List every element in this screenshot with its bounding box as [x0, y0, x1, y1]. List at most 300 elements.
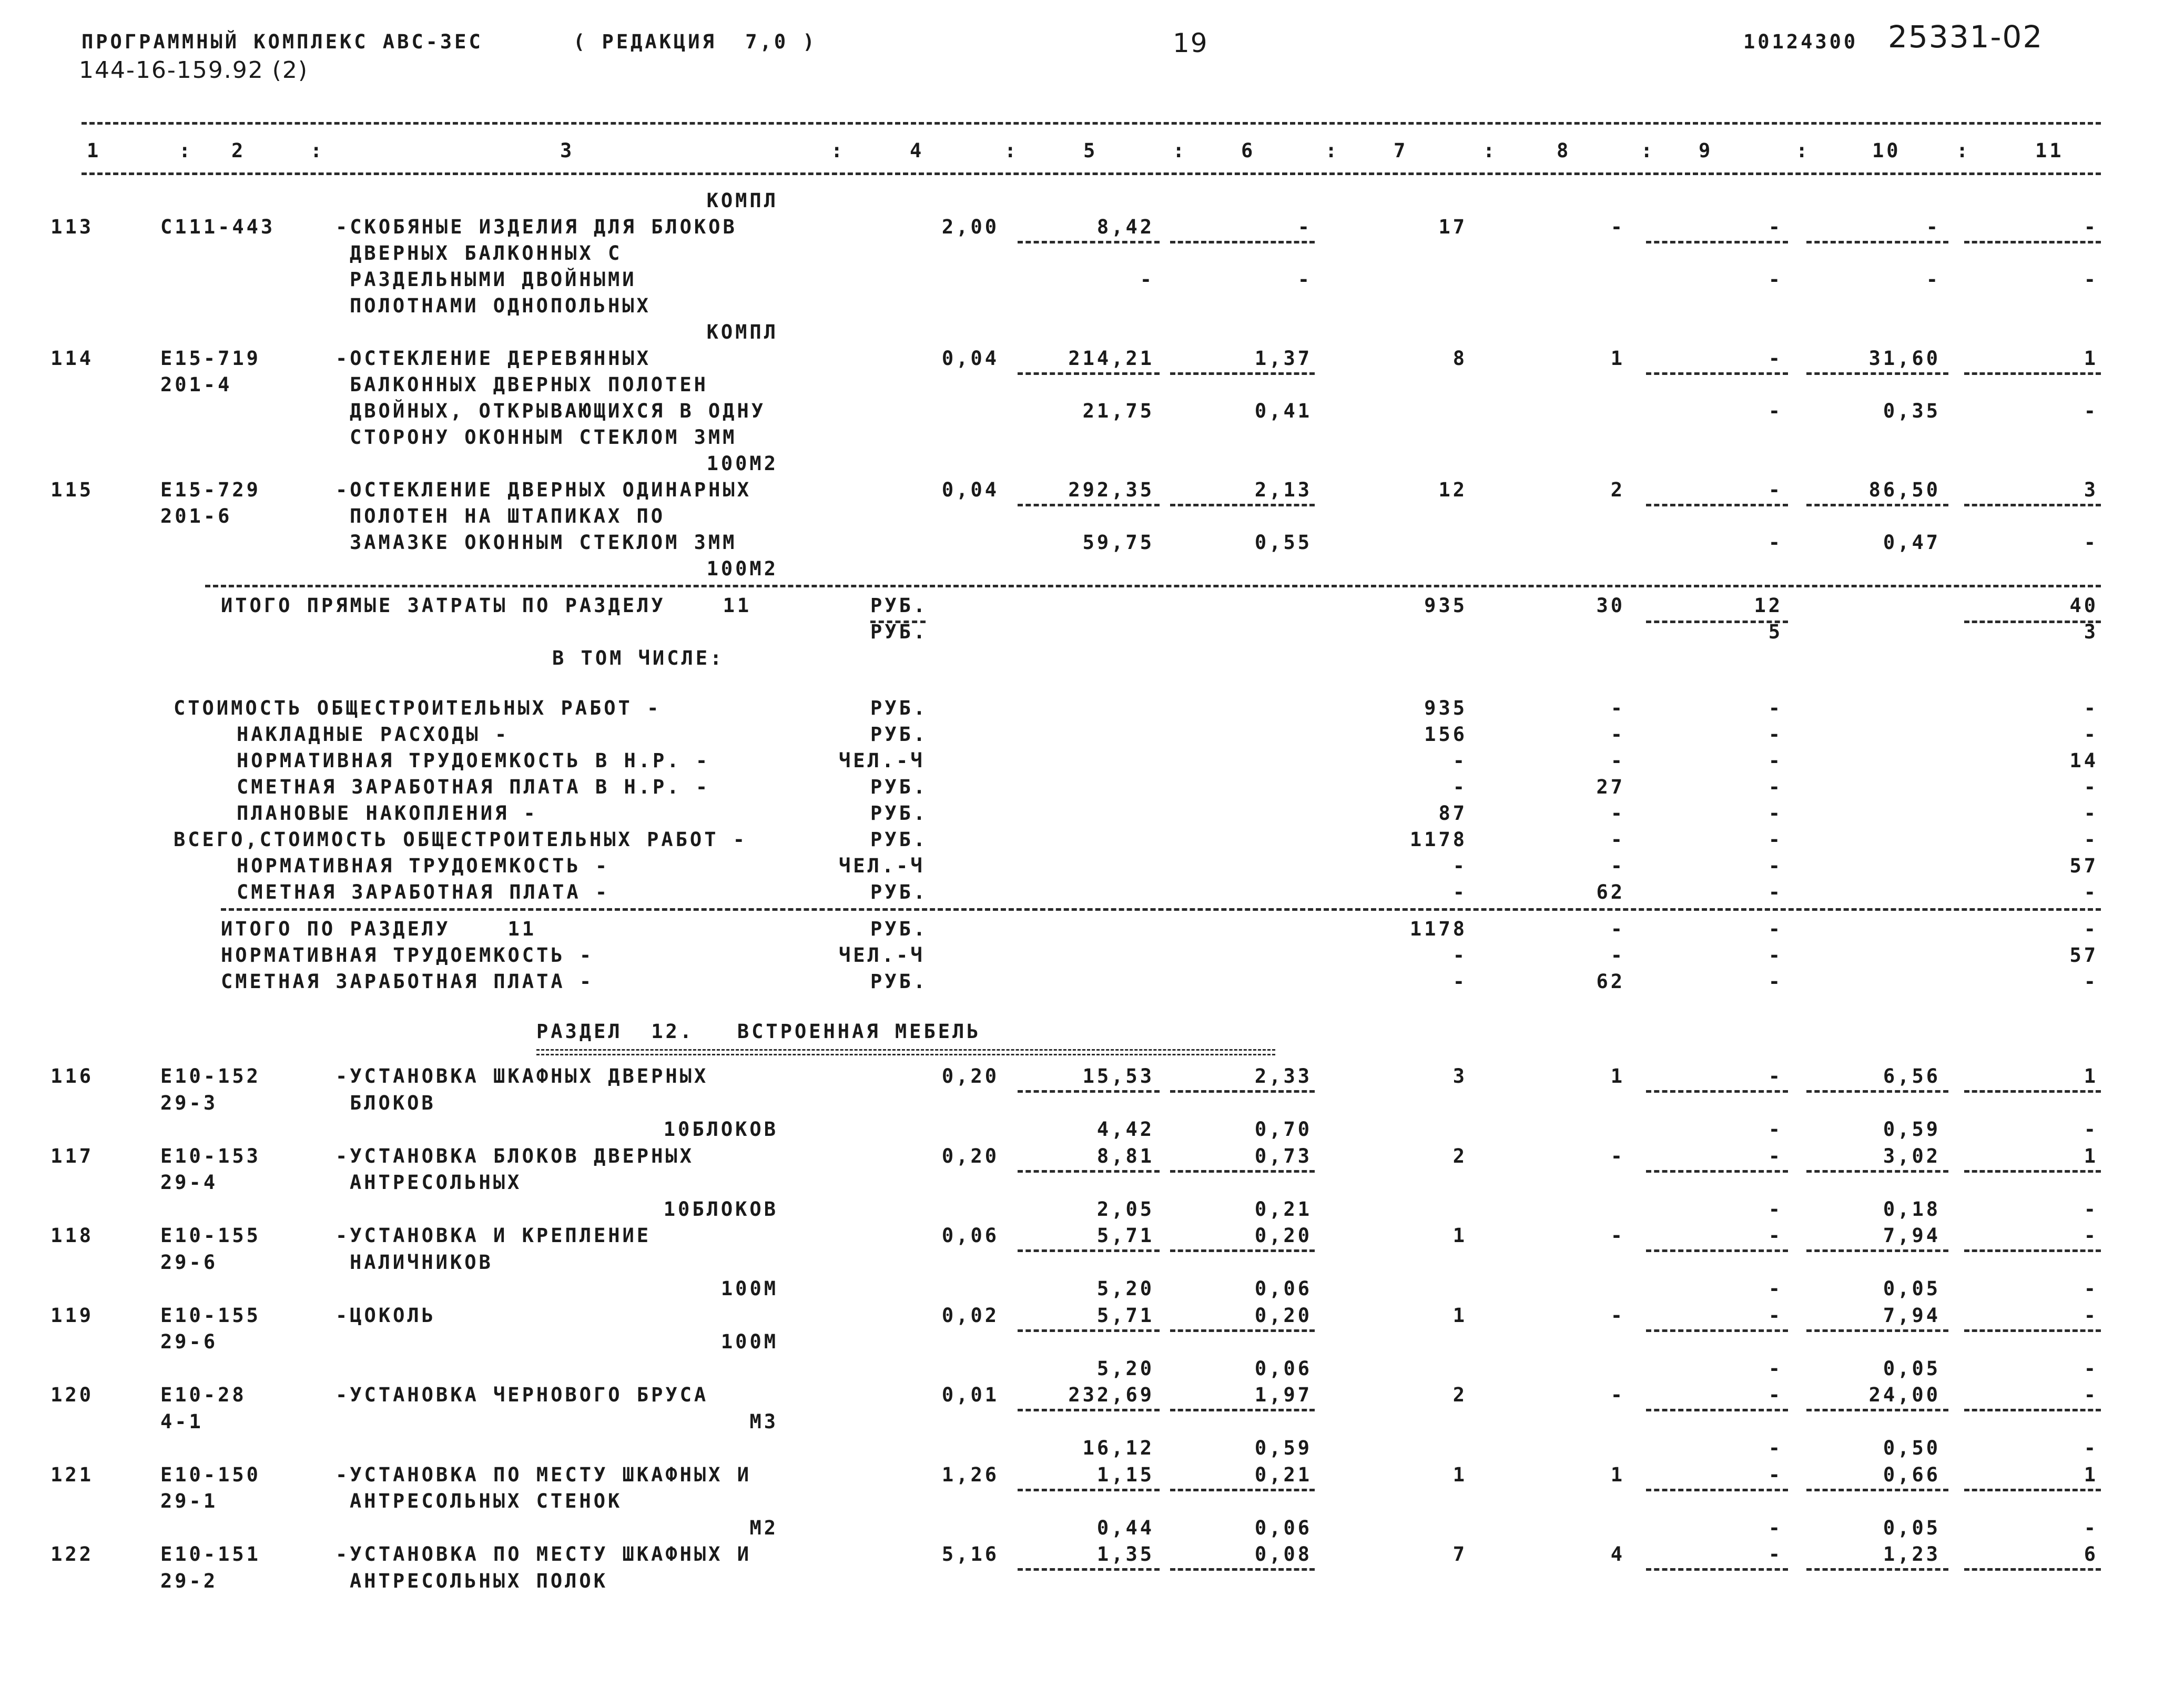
- value-col-5: 5,20: [1096, 1357, 1154, 1380]
- column-separator: :: [179, 139, 194, 162]
- value-col-9: -: [1768, 1357, 1783, 1380]
- value-col-8: 1: [1610, 1065, 1625, 1087]
- summary-label: ПЛАНОВЫЕ НАКОПЛЕНИЯ -: [237, 802, 538, 825]
- section-total-col-7: 1178: [1409, 918, 1467, 940]
- value-col-5: 8,81: [1096, 1144, 1154, 1167]
- value-col-11: -: [2084, 1224, 2098, 1247]
- value-col-11: -: [2084, 216, 2098, 238]
- summary-col-11: -: [2084, 828, 2098, 851]
- page-number: 19: [1173, 28, 1208, 58]
- value-col-11: 1: [2084, 347, 2098, 370]
- dashed-rule: [1964, 1249, 2101, 1252]
- value-col-11: -: [2084, 531, 2098, 554]
- dashed-rule: [1806, 1568, 1948, 1571]
- rate-code: Е10-150: [160, 1463, 261, 1486]
- row-number: 117: [50, 1144, 94, 1167]
- section-total-col-7: -: [1452, 944, 1467, 967]
- quantity: 0,06: [941, 1224, 999, 1247]
- row-number: 114: [50, 347, 94, 370]
- value-col-5: 16,12: [1082, 1437, 1154, 1459]
- summary-col-9: -: [1768, 802, 1783, 825]
- value-col-6: 1,97: [1254, 1384, 1312, 1406]
- value-col-5: 1,35: [1096, 1543, 1154, 1565]
- summary-label: СМЕТНАЯ ЗАРАБОТНАЯ ПЛАТА В Н.Р. -: [237, 776, 710, 798]
- work-description: СТОРОНУ ОКОННЫМ СТЕКЛОМ 3ММ: [350, 426, 737, 449]
- unit-of-measure: 100М2: [706, 557, 778, 580]
- value-col-6: 1,37: [1254, 347, 1312, 370]
- dashed-rule: [1170, 1090, 1315, 1093]
- dashed-rule: [1170, 1329, 1315, 1332]
- dashed-rule: [1806, 372, 1948, 375]
- dashed-rule: [1964, 1170, 2101, 1173]
- column-separator: :: [1956, 139, 1971, 162]
- rate-code: Е10-155: [160, 1304, 261, 1327]
- direct-costs-col-11-salary: 3: [2084, 621, 2098, 643]
- unit-label: ЧЕЛ.-Ч: [839, 749, 925, 772]
- quantity: 0,04: [941, 479, 999, 501]
- work-description: -УСТАНОВКА БЛОКОВ ДВЕРНЫХ: [336, 1144, 694, 1167]
- work-description: -СКОБЯНЫЕ ИЗДЕЛИЯ ДЛЯ БЛОКОВ: [336, 216, 737, 238]
- dashed-rule: [1806, 1090, 1948, 1093]
- value-col-10: 0,05: [1883, 1516, 1941, 1539]
- value-col-7: 2: [1452, 1144, 1467, 1167]
- value-col-11: -: [2084, 1437, 2098, 1459]
- value-col-10: -: [1926, 268, 1941, 291]
- value-col-10: 24,00: [1868, 1384, 1941, 1406]
- dashed-rule: [1170, 241, 1315, 243]
- dashed-rule: [1018, 1170, 1160, 1173]
- value-col-10: 0,05: [1883, 1277, 1941, 1300]
- value-col-10: -: [1926, 216, 1941, 238]
- unit-label: РУБ.: [870, 723, 928, 746]
- unit-label: РУБ.: [870, 621, 928, 643]
- value-col-8: -: [1610, 1304, 1625, 1327]
- unit-of-measure: 10БЛОКОВ: [663, 1118, 778, 1141]
- dashed-rule: [1018, 1409, 1160, 1411]
- value-col-11: -: [2084, 1384, 2098, 1406]
- summary-col-9: -: [1768, 855, 1783, 877]
- value-col-7: 7: [1452, 1543, 1467, 1565]
- work-description: РАЗДЕЛЬНЫМИ ДВОЙНЫМИ: [350, 268, 637, 291]
- section-total-col-11: -: [2084, 918, 2098, 940]
- value-col-9: -: [1768, 1144, 1783, 1167]
- value-col-9: -: [1768, 1516, 1783, 1539]
- value-col-6: 0,06: [1254, 1277, 1312, 1300]
- column-separator: :: [310, 139, 325, 162]
- summary-col-7: 156: [1424, 723, 1467, 746]
- work-description: АНТРЕСОЛЬНЫХ СТЕНОК: [350, 1490, 623, 1512]
- rate-code: Е10-153: [160, 1144, 261, 1167]
- dashed-rule: [1646, 1090, 1788, 1093]
- value-col-11: -: [2084, 1304, 2098, 1327]
- value-col-8: 1: [1610, 1463, 1625, 1486]
- document-code: 144-16-159.92 (2): [79, 57, 308, 84]
- value-col-11: -: [2084, 1118, 2098, 1141]
- dashed-rule: [82, 172, 2101, 175]
- value-col-10: 0,66: [1883, 1463, 1941, 1486]
- value-col-8: -: [1610, 216, 1625, 238]
- summary-col-7: -: [1452, 855, 1467, 877]
- value-col-10: 0,18: [1883, 1197, 1941, 1221]
- dashed-rule: [1806, 1170, 1948, 1173]
- row-number: 118: [50, 1224, 94, 1247]
- work-description: АНТРЕСОЛЬНЫХ: [350, 1171, 522, 1194]
- column-header-2: 2: [231, 139, 246, 162]
- summary-col-9: -: [1768, 776, 1783, 798]
- summary-col-8: -: [1610, 749, 1625, 772]
- edition-label: ( РЕДАКЦИЯ 7,0 ): [573, 30, 817, 53]
- work-description: -УСТАНОВКА ШКАФНЫХ ДВЕРНЫХ: [336, 1065, 709, 1087]
- value-col-7: 1: [1452, 1224, 1467, 1247]
- dashed-rule: [1646, 1170, 1788, 1173]
- column-separator: :: [1796, 139, 1811, 162]
- value-col-9: -: [1768, 1543, 1783, 1565]
- value-col-6: -: [1297, 268, 1312, 291]
- value-col-10: 7,94: [1883, 1224, 1941, 1247]
- column-separator: :: [1325, 139, 1340, 162]
- summary-label: НОРМАТИВНАЯ ТРУДОЕМКОСТЬ В Н.Р. -: [237, 749, 710, 772]
- work-description: -ЦОКОЛЬ: [336, 1304, 436, 1327]
- double-rule: [536, 1049, 1275, 1055]
- value-col-6: 0,21: [1254, 1463, 1312, 1486]
- rate-code: 29-4: [160, 1171, 218, 1194]
- direct-costs-col-8: 30: [1596, 594, 1625, 617]
- value-col-9: -: [1768, 1463, 1783, 1486]
- rate-code: 29-3: [160, 1091, 218, 1114]
- document-number-handwritten: 25331-02: [1888, 19, 2044, 55]
- section-total-col-9: -: [1768, 970, 1783, 993]
- direct-costs-label: ИТОГО ПРЯМЫЕ ЗАТРАТЫ ПО РАЗДЕЛУ 11: [221, 594, 752, 617]
- summary-col-9: -: [1768, 749, 1783, 772]
- rate-code: Е15-719: [160, 347, 261, 370]
- summary-label: НОРМАТИВНАЯ ТРУДОЕМКОСТЬ -: [237, 855, 610, 877]
- value-col-9: -: [1768, 1118, 1783, 1141]
- row-number: 120: [50, 1384, 94, 1406]
- section-total-col-8: -: [1610, 944, 1625, 967]
- unit-label: РУБ.: [870, 828, 928, 851]
- value-col-6: 0,06: [1254, 1357, 1312, 1380]
- dashed-rule: [1646, 241, 1788, 243]
- column-header-4: 4: [910, 139, 925, 162]
- value-col-9: -: [1768, 1277, 1783, 1300]
- dashed-rule: [1170, 372, 1315, 375]
- row-number: 119: [50, 1304, 94, 1327]
- unit-label: РУБ.: [870, 881, 928, 903]
- dashed-rule: [1806, 1409, 1948, 1411]
- value-col-9: -: [1768, 347, 1783, 370]
- dashed-rule: [1964, 372, 2101, 375]
- value-col-7: 2: [1452, 1384, 1467, 1406]
- value-col-5: 232,69: [1068, 1384, 1154, 1406]
- value-col-11: 1: [2084, 1065, 2098, 1087]
- value-col-5: 59,75: [1082, 531, 1154, 554]
- summary-col-8: -: [1610, 828, 1625, 851]
- dashed-rule: [1964, 1329, 2101, 1332]
- unit-label: РУБ.: [870, 776, 928, 798]
- dashed-rule: [1806, 1329, 1948, 1332]
- summary-col-8: -: [1610, 802, 1625, 825]
- dashed-rule: [1170, 1409, 1315, 1411]
- value-col-5: 1,15: [1096, 1463, 1154, 1486]
- value-col-10: 31,60: [1868, 347, 1941, 370]
- value-col-10: 7,94: [1883, 1304, 1941, 1327]
- summary-col-11: -: [2084, 723, 2098, 746]
- rate-code: Е10-152: [160, 1065, 261, 1087]
- value-col-11: -: [2084, 1357, 2098, 1380]
- column-header-6: 6: [1241, 139, 1256, 162]
- work-description: ДВОЙНЫХ, ОТКРЫВАЮЩИХСЯ В ОДНУ: [350, 400, 766, 422]
- column-header-7: 7: [1394, 139, 1408, 162]
- work-description: ДВЕРНЫХ БАЛКОННЫХ С: [350, 242, 623, 265]
- work-description: БЛОКОВ: [350, 1091, 436, 1114]
- summary-col-9: -: [1768, 697, 1783, 719]
- value-col-9: -: [1768, 1065, 1783, 1087]
- unit-of-measure: 100М: [720, 1277, 778, 1300]
- column-separator: :: [1004, 139, 1019, 162]
- value-col-6: 0,20: [1254, 1224, 1312, 1247]
- value-col-11: 3: [2084, 479, 2098, 501]
- program-title: ПРОГРАММНЫЙ КОМПЛЕКС АВС-ЗЕС: [82, 30, 483, 53]
- value-col-9: -: [1768, 531, 1783, 554]
- dashed-rule: [1646, 1409, 1788, 1411]
- dashed-rule: [1018, 372, 1160, 375]
- value-col-9: -: [1768, 479, 1783, 501]
- value-col-8: 2: [1610, 479, 1625, 501]
- direct-costs-col-9-salary: 5: [1768, 621, 1783, 643]
- value-col-8: -: [1610, 1384, 1625, 1406]
- column-separator: :: [1483, 139, 1498, 162]
- rate-code: С111-443: [160, 216, 276, 238]
- value-col-10: 0,47: [1883, 531, 1941, 554]
- section-total-col-11: 57: [2069, 944, 2098, 967]
- direct-costs-col-7: 935: [1424, 594, 1467, 617]
- value-col-6: 0,55: [1254, 531, 1312, 554]
- dashed-rule: [1806, 1249, 1948, 1252]
- value-col-9: -: [1768, 1304, 1783, 1327]
- section-12-title: РАЗДЕЛ 12. ВСТРОЕННАЯ МЕБЕЛЬ: [536, 1020, 981, 1043]
- value-col-9: -: [1768, 400, 1783, 422]
- column-header-11: 11: [2035, 139, 2064, 162]
- dashed-rule: [1964, 504, 2101, 506]
- column-header-5: 5: [1083, 139, 1098, 162]
- rate-code: 201-4: [160, 373, 232, 396]
- section-total-label: ИТОГО ПО РАЗДЕЛУ 11: [221, 918, 537, 940]
- value-col-8: -: [1610, 1224, 1625, 1247]
- dashed-rule: [221, 908, 2101, 911]
- dashed-rule: [1170, 1249, 1315, 1252]
- rate-code: 29-1: [160, 1490, 218, 1512]
- value-col-9: -: [1768, 1437, 1783, 1459]
- row-number: 116: [50, 1065, 94, 1087]
- section-total-col-8: 62: [1596, 970, 1625, 993]
- dashed-rule: [1018, 504, 1160, 506]
- rate-code: 201-6: [160, 505, 232, 527]
- value-col-7: 17: [1438, 216, 1467, 238]
- rate-code: 29-2: [160, 1569, 218, 1592]
- section-total-col-8: -: [1610, 918, 1625, 940]
- section-total-label: НОРМАТИВНАЯ ТРУДОЕМКОСТЬ -: [221, 944, 594, 967]
- value-col-8: 1: [1610, 347, 1625, 370]
- rate-code: Е10-151: [160, 1543, 261, 1565]
- section-total-col-7: -: [1452, 970, 1467, 993]
- unit-label: РУБ.: [870, 802, 928, 825]
- unit-of-measure: 100М2: [706, 452, 778, 475]
- dashed-rule: [1646, 1249, 1788, 1252]
- summary-col-9: -: [1768, 881, 1783, 903]
- value-col-6: 2,13: [1254, 479, 1312, 501]
- summary-col-7: -: [1452, 881, 1467, 903]
- value-col-5: 214,21: [1068, 347, 1154, 370]
- value-col-5: 21,75: [1082, 400, 1154, 422]
- value-col-7: 1: [1452, 1304, 1467, 1327]
- value-col-6: 0,41: [1254, 400, 1312, 422]
- value-col-11: -: [2084, 1197, 2098, 1221]
- dashed-rule: [1646, 1329, 1788, 1332]
- dashed-rule: [1806, 504, 1948, 506]
- work-description: -УСТАНОВКА И КРЕПЛЕНИЕ: [336, 1224, 652, 1247]
- value-col-10: 0,50: [1883, 1437, 1941, 1459]
- quantity: 0,01: [941, 1384, 999, 1406]
- dashed-rule: [1646, 1489, 1788, 1491]
- quantity: 0,02: [941, 1304, 999, 1327]
- rate-code: 4-1: [160, 1410, 204, 1433]
- row-number: 115: [50, 479, 94, 501]
- work-description: -ОСТЕКЛЕНИЕ ДЕРЕВЯННЫХ: [336, 347, 652, 370]
- unit-of-measure: КОМПЛ: [706, 321, 778, 343]
- value-col-8: -: [1610, 1144, 1625, 1167]
- value-col-5: 15,53: [1082, 1065, 1154, 1087]
- rate-code: 29-6: [160, 1330, 218, 1353]
- dashed-rule: [1646, 1568, 1788, 1571]
- dashed-rule: [1806, 1489, 1948, 1491]
- value-col-6: -: [1297, 216, 1312, 238]
- quantity: 0,20: [941, 1065, 999, 1087]
- column-separator: :: [831, 139, 846, 162]
- summary-col-7: -: [1452, 776, 1467, 798]
- dashed-rule: [1018, 241, 1160, 243]
- summary-col-11: -: [2084, 697, 2098, 719]
- summary-label: СМЕТНАЯ ЗАРАБОТНАЯ ПЛАТА -: [237, 881, 610, 903]
- work-description: -ОСТЕКЛЕНИЕ ДВЕРНЫХ ОДИНАРНЫХ: [336, 479, 752, 501]
- including-label: В ТОМ ЧИСЛЕ:: [552, 647, 725, 669]
- work-description: ПОЛОТНАМИ ОДНОПОЛЬНЫХ: [350, 294, 651, 317]
- summary-col-11: 57: [2069, 855, 2098, 877]
- row-number: 122: [50, 1543, 94, 1565]
- unit-of-measure: КОМПЛ: [706, 189, 778, 212]
- dashed-rule: [82, 122, 2101, 125]
- value-col-6: 0,70: [1254, 1118, 1312, 1141]
- summary-col-7: -: [1452, 749, 1467, 772]
- value-col-11: -: [2084, 268, 2098, 291]
- value-col-9: -: [1768, 1224, 1783, 1247]
- summary-col-9: -: [1768, 828, 1783, 851]
- unit-of-measure: 10БЛОКОВ: [663, 1197, 778, 1221]
- rate-code: Е10-155: [160, 1224, 261, 1247]
- value-col-7: 1: [1452, 1463, 1467, 1486]
- value-col-11: 1: [2084, 1463, 2098, 1486]
- value-col-10: 0,35: [1883, 400, 1941, 422]
- value-col-10: 1,23: [1883, 1543, 1941, 1565]
- quantity: 2,00: [941, 216, 999, 238]
- section-total-col-11: -: [2084, 970, 2098, 993]
- value-col-5: 5,71: [1096, 1224, 1154, 1247]
- value-col-5: 0,44: [1096, 1516, 1154, 1539]
- summary-col-8: 27: [1596, 776, 1625, 798]
- value-col-5: 8,42: [1096, 216, 1154, 238]
- value-col-7: 3: [1452, 1065, 1467, 1087]
- value-col-6: 0,06: [1254, 1516, 1312, 1539]
- value-col-6: 0,59: [1254, 1437, 1312, 1459]
- document-number-typed: 10124300: [1743, 30, 1858, 53]
- column-header-8: 8: [1557, 139, 1571, 162]
- column-separator: :: [1641, 139, 1655, 162]
- direct-costs-col-11: 40: [2069, 594, 2098, 617]
- value-col-9: -: [1768, 268, 1783, 291]
- unit-label: РУБ.: [870, 970, 928, 993]
- summary-col-11: -: [2084, 776, 2098, 798]
- summary-label: СТОИМОСТЬ ОБЩЕСТРОИТЕЛЬНЫХ РАБОТ -: [174, 697, 662, 719]
- work-description: -УСТАНОВКА ПО МЕСТУ ШКАФНЫХ И: [336, 1463, 752, 1486]
- dashed-rule: [1964, 241, 2101, 243]
- dashed-rule: [1018, 1329, 1160, 1332]
- work-description: НАЛИЧНИКОВ: [350, 1250, 493, 1274]
- dashed-rule: [1646, 504, 1788, 506]
- dashed-rule: [1964, 1489, 2101, 1491]
- work-description: ЗАМАЗКЕ ОКОННЫМ СТЕКЛОМ 3ММ: [350, 531, 737, 554]
- rate-code: 29-6: [160, 1250, 218, 1274]
- value-col-6: 2,33: [1254, 1065, 1312, 1087]
- summary-col-8: -: [1610, 723, 1625, 746]
- summary-label: ВСЕГО,СТОИМОСТЬ ОБЩЕСТРОИТЕЛЬНЫХ РАБОТ -: [174, 828, 748, 851]
- column-separator: :: [1173, 139, 1187, 162]
- unit-label: ЧЕЛ.-Ч: [839, 944, 925, 967]
- dashed-rule: [1964, 1409, 2101, 1411]
- value-col-11: 6: [2084, 1543, 2098, 1565]
- work-description: ПОЛОТЕН НА ШТАПИКАХ ПО: [350, 505, 666, 527]
- column-header-9: 9: [1699, 139, 1713, 162]
- dashed-rule: [1964, 1090, 2101, 1093]
- unit-label: РУБ.: [870, 918, 928, 940]
- value-col-6: 0,73: [1254, 1144, 1312, 1167]
- value-col-11: 1: [2084, 1144, 2098, 1167]
- unit-label: ЧЕЛ.-Ч: [839, 855, 925, 877]
- unit-of-measure: М3: [749, 1410, 778, 1433]
- dashed-rule: [1646, 372, 1788, 375]
- summary-col-8: -: [1610, 697, 1625, 719]
- dashed-rule: [1018, 1249, 1160, 1252]
- value-col-8: 4: [1610, 1543, 1625, 1565]
- dashed-rule: [1170, 504, 1315, 506]
- value-col-11: -: [2084, 400, 2098, 422]
- value-col-5: -: [1140, 268, 1154, 291]
- quantity: 1,26: [941, 1463, 999, 1486]
- value-col-7: 12: [1438, 479, 1467, 501]
- value-col-9: -: [1768, 1384, 1783, 1406]
- value-col-5: 4,42: [1096, 1118, 1154, 1141]
- value-col-11: -: [2084, 1277, 2098, 1300]
- summary-col-7: 1178: [1409, 828, 1467, 851]
- work-description: АНТРЕСОЛЬНЫХ ПОЛОК: [350, 1569, 608, 1592]
- value-col-11: -: [2084, 1516, 2098, 1539]
- value-col-10: 0,59: [1883, 1118, 1941, 1141]
- value-col-9: -: [1768, 216, 1783, 238]
- section-total-label: СМЕТНАЯ ЗАРАБОТНАЯ ПЛАТА -: [221, 970, 594, 993]
- dashed-rule: [1018, 1489, 1160, 1491]
- work-description: БАЛКОННЫХ ДВЕРНЫХ ПОЛОТЕН: [350, 373, 708, 396]
- summary-col-11: 14: [2069, 749, 2098, 772]
- value-col-10: 0,05: [1883, 1357, 1941, 1380]
- summary-col-7: 87: [1438, 802, 1467, 825]
